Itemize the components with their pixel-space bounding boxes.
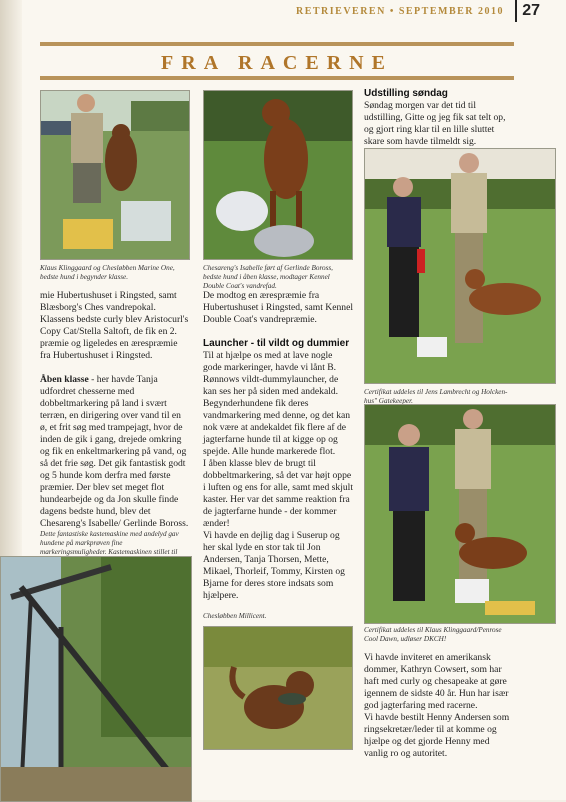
photo-man-with-dog: [40, 90, 190, 260]
column-1: [40, 290, 190, 530]
photo-certificate-lambrecht: [364, 148, 556, 384]
col2-paragraph-3: I åben klasse blev de brugt til dobbeltmarkering, så det var højt oppe i luften og ens for alle, samt med skjult kaster. Her var det samme reaktion fra de jagterfarne hunde - der kommer ænder!: [203, 458, 354, 529]
col3-paragraph-1: Søndag morgen var det tid til udstilling, Gitte og jeg fik sat telt op, og gjort ring klar til en lille sluttet skare som havde tilmeldt sig.: [364, 100, 506, 147]
col1-paragraph-2: [40, 374, 190, 530]
section-title: FRA RACERNE: [161, 52, 393, 74]
caption-photo6: Certifikat uddeles til Klaus Klinggaard/Penrose Cool Dawn, udløser DKCH!: [364, 626, 502, 643]
col2-heading-launcher: Launcher - til vildt og dummier: [203, 338, 350, 349]
caption-photo3: Dette fantastiske kastemaskine med andelyd gav hundene på markprøven fine markeringsmuligheder. Kastemaskinen stillet til: [40, 530, 179, 556]
col2-paragraph-2: Til at hjælpe os med at lave nogle gode markeringer, havde vi lånt B. Rønnows vildt-dummylauncher, de kan ses her på siden med andekald. Begynderhundene fik deres vandmarkering med denne, og det kan nok være at andekaldet fik flere af de jagterfarne hunde til at kigge op og spejde. Alle hunde markerede flot.: [203, 350, 351, 457]
col3-paragraph-2: Vi havde inviteret en amerikansk dommer, Kathryn Cowsert, som har haft med curly og chesapeake at gøre igennem de sidste 40 år. Hun har især god jagterfaring med racerne.: [364, 652, 509, 711]
header-divider: [515, 0, 517, 22]
col1-paragraph-2-text: - her havde Tanja udfordret chesserne med dobbeltmarkering på land i svært terræn, en dirigering over vand til en ø, et frit søg med trampejagt, hvor de inden de gik i gang, drejede omkring og fik en enkeltmarkering på vand, og så det frie søg. Det gik fantastisk godt og 5 hunde kom derfra med første præmier. Der blev set meget flot hundearbejde og da Jon skulle finde dagens bedste hund, blev det Chesareng's Isabelle/ Gerlinde Boross.: [40, 374, 189, 529]
caption-photo4: Chesløbben Millicent.: [203, 612, 267, 620]
running-head: RETRIEVEREN • SEPTEMBER 2010: [295, 6, 504, 17]
column-3-top: [364, 88, 514, 148]
col2-paragraph-4: Vi havde en dejlig dag i Suserup og her skal lyde en stor tak til Jon Andersen, Tanja Thorsen, Mette, Mikael, Thorleif, Tommy, Kirsten og Bjarne for deres store indsats som hjælpere.: [203, 530, 345, 601]
col3-paragraph-3: Vi havde bestilt Henny Andersen som ringsekretær/leder til at komme og hjælpe og det gjorde Henny med vanlig ro og autoritet.: [364, 712, 510, 759]
col1-paragraph-1: mie Hubertushuset i Ringsted, samt Blæsborg's Ches vandrepokal. Klassens bedste curly blev Aristocurl's Copy Cat/Stella Saltoft, de fik en 2. præmie og ligeledes en ærespræmie fra Hubertushuset i Ringsted.: [40, 290, 189, 361]
photo-dog-with-trophy: [203, 90, 353, 260]
caption-photo1: Klaus Klinggaard og Chesløbben Marine One, bedste hund i begynder klasse.: [40, 264, 175, 281]
col2-paragraph-1: De modtog en ærespræmie fra Hubertushuset i Ringsted, samt Kennel Double Coat's vandrepræmie.: [203, 290, 354, 325]
photo-dog-retrieving-duck: [203, 626, 353, 750]
title-bar-bottom: [40, 76, 514, 80]
page-number: 27: [522, 2, 540, 19]
column-2: [203, 290, 353, 602]
col3-heading-udstilling: Udstilling søndag: [364, 88, 448, 99]
col1-heading-aaben-klasse: Åben klasse: [40, 374, 89, 385]
caption-photo5: Certifikat uddeles til Jens Lambrecht og Holcken-hus" Gatekeeper.: [364, 388, 508, 405]
photo-dummy-launcher: [0, 556, 192, 802]
caption-photo2: Chesareng's Isabelle ført af Gerlinde Boross, bedste hund i åben klasse, modtager Kennel Double Coat's vandrefad.: [203, 264, 333, 290]
column-3-bottom: [364, 652, 514, 760]
title-bar-top: [40, 42, 514, 46]
photo-certificate-klinggaard: [364, 404, 556, 624]
